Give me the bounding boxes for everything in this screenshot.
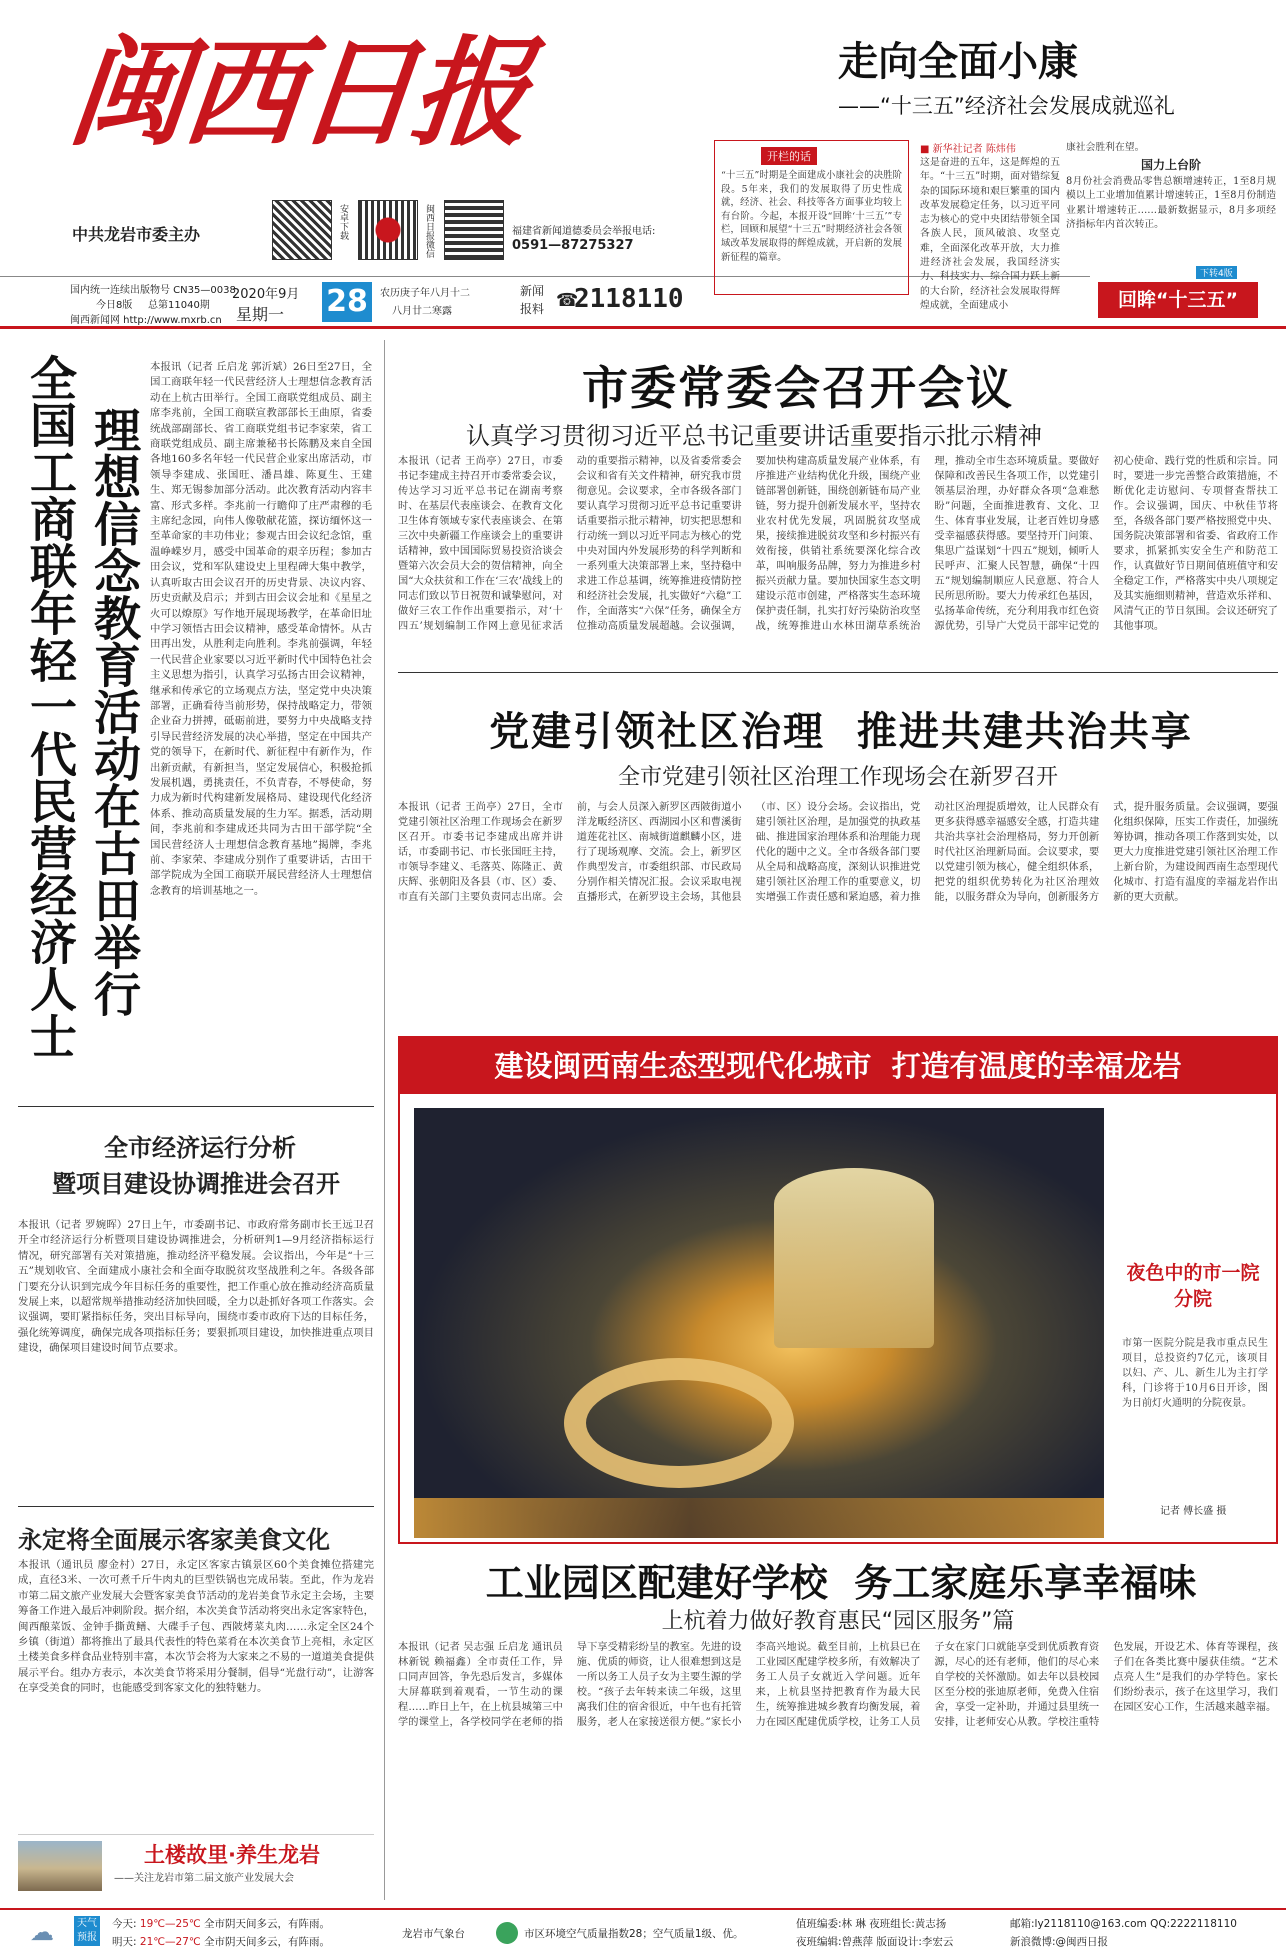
second-headline: 党建引领社区治理 推进共建共治共享 — [489, 708, 1193, 755]
left-headline-a: 全国工商联年轻一代民营经济人士 — [22, 354, 77, 1059]
hotline-label: 新闻 报料 — [520, 284, 545, 316]
issue-number: 总第11040期 — [148, 300, 210, 311]
feature-col1: 这是奋进的五年，这是辉煌的五年。“十三五”时期，面对错综复杂的国际环境和艰巨繁重的国内改革发展稳定任务，以习近平同志为核心的党中央团结带领全国各族人民，顶风破浪、攻坚克难，全面深化改革开放，大力推进经济社会发展，我国经济实力、科技实力、综合国力跃上新的大台阶，经济社会发展取得辉煌成就，全面建成小 — [920, 157, 1060, 311]
photo-byline: 记者 傅长盛 摄 — [1160, 1506, 1227, 1517]
footer — [0, 1908, 1286, 1955]
food-body: 本报讯（通讯员 廖金村）27日，永定区客家古镇景区60个美食摊位搭建完成，直径3米、一次可煮千斤牛肉丸的巨型铁锅也完成吊装。至此，作为龙岩市第二届文旅产业发展大会暨客家美食节活动的龙岩美食节永定主会场，主要筹备工作进入最后冲刺阶段。据介绍，本次美食节活动将突出永定客家特色，闽西酿菜饭、金钟手撕黄鳝、大碟手子包、西陂烤菜丸肉……永定全区24个乡镇（街道）都将推出了最具代表性的特色菜肴在本次美食节上亮相，永定区土楼美食多样食品业特别丰富，本次节会将为大家来之不易的一道道美食提供展示平台。组办方表示，本次美食节将采用分餐制，倡导“光盘行动”，让游客在享受美食的同时，也能感受到客家文化的独特魅力。 — [18, 1559, 374, 1695]
food-banner-title: 土楼故里·养生龙岩 — [144, 1843, 320, 1867]
econ-body: 本报讯（记者 罗婉晖）27日上午，市委副书记、市政府常务副市长王远卫召开全市经济运行分析暨项目建设协调推进会，分析研判1—9月经济指标运行情况，研究部署有关对策措施，推动经济平稳发展。会议指出，今年是“十三五”规划收官、全面建成小康社会和全面夺取脱贫攻坚战胜利之年。各级各部门要充分认识到完成今年目标任务的重要性，把工作重心放在推动经济高质量发展上来，以超常规举措推动经济加快回暖，全力以赴抓好各项工作落实。会议强调，要盯紧指标任务，突出目标导向，围绕市委市政府下达的目标任务，强化统筹调度，确保完成各项指标任务；要狠抓项目建设，加快推进重点项目建设，确保项目建设时间节点要求。 — [18, 1219, 374, 1355]
page-count: 今日8版 — [96, 300, 133, 311]
feature-box-text: “十三五”时期是全面建成小康社会的决胜阶段。5年来，我们的发展取得了历史性成就，经济、社会、科技等各方面事业均较上有台阶。今起，本报开设“回眸‘十三五’”专栏，回顾和展望“十三五”时期经济社会各领域改革发展取得的辉煌成就，开启新的发展新征程的篇章。 — [721, 170, 902, 263]
photo-caption-title: 夜色中的市一院分院 — [1126, 1262, 1260, 1310]
qr-code-wechat[interactable] — [358, 200, 418, 260]
qr-code-app[interactable] — [272, 200, 332, 260]
mid-rule — [398, 672, 1278, 673]
website[interactable]: 闽西新闻网 http://www.mxrb.cn — [70, 315, 222, 326]
editors-line-2: 夜班编辑:曾燕萍 版面设计:李宏云 — [796, 1936, 954, 1948]
food-headline: 永定将全面展示客家美食文化 — [18, 1525, 330, 1554]
feature-byline: ■ 新华社记者 陈炜伟 — [920, 144, 1016, 155]
weather-icon: ☁ — [30, 1918, 54, 1946]
qr1-label: 安卓下载 — [338, 204, 348, 240]
air-quality: 市区环境空气质量指数28；空气质量1级、优。 — [524, 1928, 744, 1940]
ethics-hotline-phone: 0591—87275327 — [512, 238, 634, 253]
left-body: 本报讯（记者 丘启龙 郭沂斌）26日至27日，全国工商联年轻一代民营经济人士理想信念教育活动在上杭古田举行。全国工商联党组成员、副主席李兆前，全国工商联宣教部部长王曲原，省委统战部副部长、省工商联党组书记李家荣，省工商联党组成员、副主席兼秘书长陈鹏及来自全国各地160多名年轻一代民营企业家出席活动，市领导李建成、张国旺、潘昌雄、陈夏生、王建生、郑无锡参加部分活动。此次教育活动内容丰富、形式多样。李兆前一行瞻仰了庄严肃穆的毛主席纪念园，向伟人像敬献花篮，探访缅怀这一至革命家的丰功伟业；参观古田会议纪念馆，重温峥嵘岁月，感受中国革命的艰辛历程；参加古田会议，党和军队建设史上里程碑大集中教学，认真听取古田会议召开的历史背景、决议内容、历史贡献及启示；并到古田会议会址和《星星之火可以燎原》写作地开展现场教学，在革命旧址中学习领悟古田会议精神，感受革命情怀。从古田再出发，从胜利走向胜利。李兆前强调，年轻一代民营企业家要以习近平新时代中国特色社会主义思想为指引，认真学习弘扬古田会议精神，继承和传承它的立场观点方法，坚定党中央决策部署，正确看待当前形势，保持战略定力，带领企业奋力拼搏，砥砺前进，要努力中央战略支持引导民营经济发展的决心举措，坚定在中国共产党的领导下，在新时代、新征程中有新作为，作出新贡献，有新担当，坚定发展信心，积极抢抓发展机遇，勇挑责任，不负青春，不辱使命，努力成为新时代构建新发展格局、建设现代化经济体系、推动高质量发展的生力军。据悉，活动期间，李兆前和李建成还共同为古田干部学院“全国民营经济人士理想信念教育基地”揭牌，李兆前、李家荣、李建成分别作了重要讲话，古田干部学院成为全国工商联开展民营经济人士理想信念教育的培训基地之一。 — [150, 361, 372, 897]
photo-building-tower — [774, 1168, 934, 1348]
tomorrow-forecast: 明天: 21℃—27℃ 全市阴天间多云，有阵雨。 — [112, 1936, 331, 1948]
feature-subheadline: ——“十三五”经济社会发展成就巡礼 — [838, 94, 1175, 118]
feature-col2-subhead: 国力上台阶 — [1140, 158, 1201, 172]
continued-link[interactable]: 下转4版 — [1196, 266, 1237, 279]
col-divider — [384, 340, 385, 1900]
newspaper-logo: 闽西日报 — [62, 23, 534, 162]
edu-headline: 工业园区配建好学校 务工家庭乐享幸福味 — [485, 1560, 1197, 1605]
econ-headline-a: 全市经济运行分析 — [104, 1133, 296, 1162]
food-banner-sub: ——关注龙岩市第二届文旅产业发展大会 — [114, 1873, 294, 1884]
editors-line-1: 值班编委:林 琳 夜班组长:黄志扬 — [796, 1918, 947, 1930]
lead-headline: 市委常委会召开会议 — [582, 361, 1014, 415]
contact-line-2[interactable]: 新浪微博:@闽西日报 — [1010, 1936, 1109, 1948]
contact-line-1[interactable]: 邮箱:ly2118110@163.com QQ:2222118110 — [1010, 1918, 1237, 1930]
left-rule — [18, 1106, 374, 1107]
qr2-label: 闽西日报微信 — [424, 204, 434, 258]
column-tag: 回眸“十三五” — [1098, 282, 1258, 318]
ethics-hotline-label: 福建省新闻道德委员会举报电话: — [512, 226, 656, 237]
air-quality-icon — [496, 1922, 518, 1944]
photo-banner: 建设闽西南生态型现代化城市 打造有温度的幸福龙岩 — [400, 1038, 1276, 1094]
left-rule-2 — [18, 1506, 374, 1507]
lead-body: 本报讯（记者 王尚亭）27日，市委书记李建成主持召开市委常委会议，传达学习习近平总书记在湖南考察时、在基层代表座谈会、在教育文化卫生体育领域专家代表座谈会、在第三次中央新疆工作座谈会上的重要讲话精神，致中国国际贸易投资洽谈会暨第六次会员大会的贺信精神，向全国“大众扶贫和工作在‘三农’战线上的同志们致以节日祝贺和诚挚慰问，对做好三农工作作出重要指示，对‘十四五’规划编制工作网上意见征求活动的重要指示精神，以及省委常委会会议和省有关文件精神，研究我市贯彻意见。会议要求，全市各级各部门要认真学习贯彻习近平总书记重要讲话重要指示批示精神，切实把思想和行动统一到以习近平同志为核心的党中央对国内外发展形势的科学判断和一系列重大决策部署上来，坚持稳中求进工作总基调，统筹推进疫情防控和经济社会发展，扎实做好“六稳”工作，全面落实“六保”任务，确保全方位推动高质量发展超越。会议强调，要加快构建高质量发展产业体系，有序推进产业结构优化升级，围绕产业链部署创新链，围绕创新链布局产业链，努力提升创新发展水平，坚持农业农村优先发展，巩固脱贫攻坚成果，接续推进脱贫攻坚和乡村振兴有效衔接，供销社系统要深化综合改革，叫响服务品牌，努力为推进乡村振兴贡献力量。要加快国家生态文明建设示范市创建，严格落实生态环境保护责任制，扎实打好污染防治攻坚战，统筹推进山水林田湖草系统治理，推动全市生态环境质量。要做好保障和改善民生各项工作，以党建引领基层治理，办好群众各项“急难愁盼”问题，全面推进教育、文化、卫生、体育事业发展，让老百姓切身感受幸福感获得感。要坚持开门问策、集思广益谋划“十四五”规划，倾听人民呼声、汇聚人民智慧，确保“十四五”规划编制顺应人民意愿、符合人民所思所盼。要大力传承红色基因，弘扬革命传统，充分利用我市红色资源优势，引导广大党员干部牢记党的初心使命、践行党的性质和宗旨。同时，要进一步完善整合政策措施，不断优化走访慰问、专项督查帮扶工作。会议强调，国庆、中秋佳节将至，各级各部门要严格按照党中央、国务院决策部署和省委、省政府工作要求，抓紧抓实安全生产和防范工作，认真做好节日期间值班值守和安全稳定工作，严格落实中央八项规定及其实施细则精神，营造欢乐祥和、风清气正的节日氛围。会议还研究了其他事项。 — [398, 456, 1278, 632]
today-forecast: 今天: 19℃—25℃ 全市阴天间多云，有阵雨。 — [112, 1918, 331, 1930]
feature-col2: 康社会胜利在望。 国力上台阶 8月份社会消费品零售总额增速转正，1至8月规模以上工业增加值累计增速转正，1至8月份制造业累计增速转正……最新数据显示，8月多项经济指标年内首次转正。 下转4版 — [1066, 142, 1276, 279]
feature-box — [714, 140, 909, 295]
hotline-number: 2118110 — [574, 284, 684, 314]
food-banner — [18, 1834, 374, 1894]
edu-body: 本报讯（记者 吴志强 丘启龙 通讯员 林新锐 赖福鑫）全市责任工作，异口同声回答，争先恐后发言，多媒体大屏幕联到着观看，一节生动的课程……昨日上午，在上杭县城第三中学的课堂上，各学校同学在老师的指导下享受精彩纷呈的教室。先进的设施、优质的师资，让人很难想到这是一所以务工人员子女为主要生源的学校。“孩子去年转来读二年级，这里离我们住的宿舍很近，中午也有托管服务，老人在家接送很方便。”家长小李高兴地说。截至目前，上杭县已在工业园区配建学校多所，有效解决了务工人员子女就近入学问题。近年来，上杭县坚持把教育作为最大民生，统筹推进城乡教育均衡发展，着力在园区配建优质学校，让务工人员子女在家门口就能享受到优质教育资源，尽心的还有老师，他们的尽心来自学校的关怀激励。如去年以县校园区至分校的张迪原老师，免费入住宿舍，享受一定补助，并通过县里统一安排，让老师安心从教。学校注重特色发展，开设艺术、体育等课程，孩子们在各类比赛中屡获佳绩。“艺术点亮人生”是我们的办学特色。家长们纷纷表示，孩子在这里学习，我们在园区安心工作，生活越来越幸福。 — [398, 1642, 1278, 1728]
publisher: 中共龙岩市委主办 — [72, 225, 201, 244]
day-number: 28 — [322, 282, 372, 322]
qr-code-3[interactable] — [444, 200, 504, 260]
weather-source: 龙岩市气象台 — [402, 1928, 465, 1940]
edu-subheadline: 上杭着力做好教育惠民“园区服务”篇 — [661, 1609, 1015, 1634]
econ-headline-b: 暨项目建设协调推进会召开 — [52, 1169, 340, 1198]
lead-subheadline: 认真学习贯彻习近平总书记重要讲话重要指示批示精神 — [466, 422, 1042, 450]
date-year-month: 2020年9月 — [232, 287, 300, 302]
feature-headline: 走向全面小康 — [838, 38, 1078, 85]
solar-term: 八月廿二寒露 — [392, 306, 452, 317]
tulou-image — [18, 1841, 102, 1891]
top-rule — [0, 326, 1286, 329]
lunar-date: 农历庚子年八月十二 — [380, 288, 470, 299]
left-headline-b: 理想信念教育活动在古田举行 — [86, 406, 141, 1017]
weather-label: 天气 预报 — [74, 1916, 100, 1946]
publication-number: 国内统一连续出版物号 CN35—0038 — [70, 285, 236, 296]
photo-road — [414, 1498, 1104, 1538]
photo-frame — [398, 1036, 1278, 1544]
photo-caption-text: 市第一医院分院是我市重点民生项目，总投资约7亿元，该项目以妇、产、儿、新生儿为主打学科，门诊将于10月6日开诊，图为日前灯火通明的分院夜景。 — [1122, 1338, 1268, 1409]
second-subheadline: 全市党建引领社区治理工作现场会在新罗召开 — [617, 765, 1058, 790]
weekday: 星期一 — [236, 305, 285, 324]
photo-building-ring — [564, 1358, 794, 1488]
feature-box-label: 开栏的话 — [761, 147, 817, 165]
second-body: 本报讯（记者 王尚亭）27日，全市党建引领社区治理工作现场会在新罗区召开。市委书记李建成出席并讲话，市委副书记、市长张国旺主持，市领导李建义、毛落英、陈隆正、黄庆辉、张朝阳及各县（市、区）委、市直有关部门主要负责同志出席。会前，与会人员深入新罗区西陂街道小洋龙畈经济区、西湖园小区和曹溪街道莲花社区、南城街道麒麟小区，进行了现场观摩、交流。会上，新罗区作典型发言，市委组织部、市民政局分别作相关情况汇报。会议采取电视直播形式，在新罗设主会场，其他县（市、区）设分会场。会议指出，党建引领社区治理，是加强党的执政基础、推进国家治理体系和治理能力现代化的题中之义。全市各级各部门要从全局和战略高度，深刻认识推进党建引领社区治理工作的重要意义，切实增强工作责任感和紧迫感，着力推动社区治理提质增效，让人民群众有更多获得感幸福感安全感，打造共建共治共享社会治理格局，努力开创新时代社区治理新局面。会议要求，要以党建引领为核心，健全组织体系，把党的组织优势转化为社区治理效能，以服务群众为导向，创新服务方式，提升服务质量。会议强调，要强化组织保障，压实工作责任，加强统筹协调，推动各项工作落到实处，以更大力度推进党建引领社区治理工作上新台阶，为建设闽西南生态型现代化城市、打造有温度的幸福龙岩作出新的更大贡献。 — [398, 802, 1278, 903]
hospital-night-photo — [414, 1108, 1104, 1538]
phone-icon: ☎ — [556, 290, 579, 311]
